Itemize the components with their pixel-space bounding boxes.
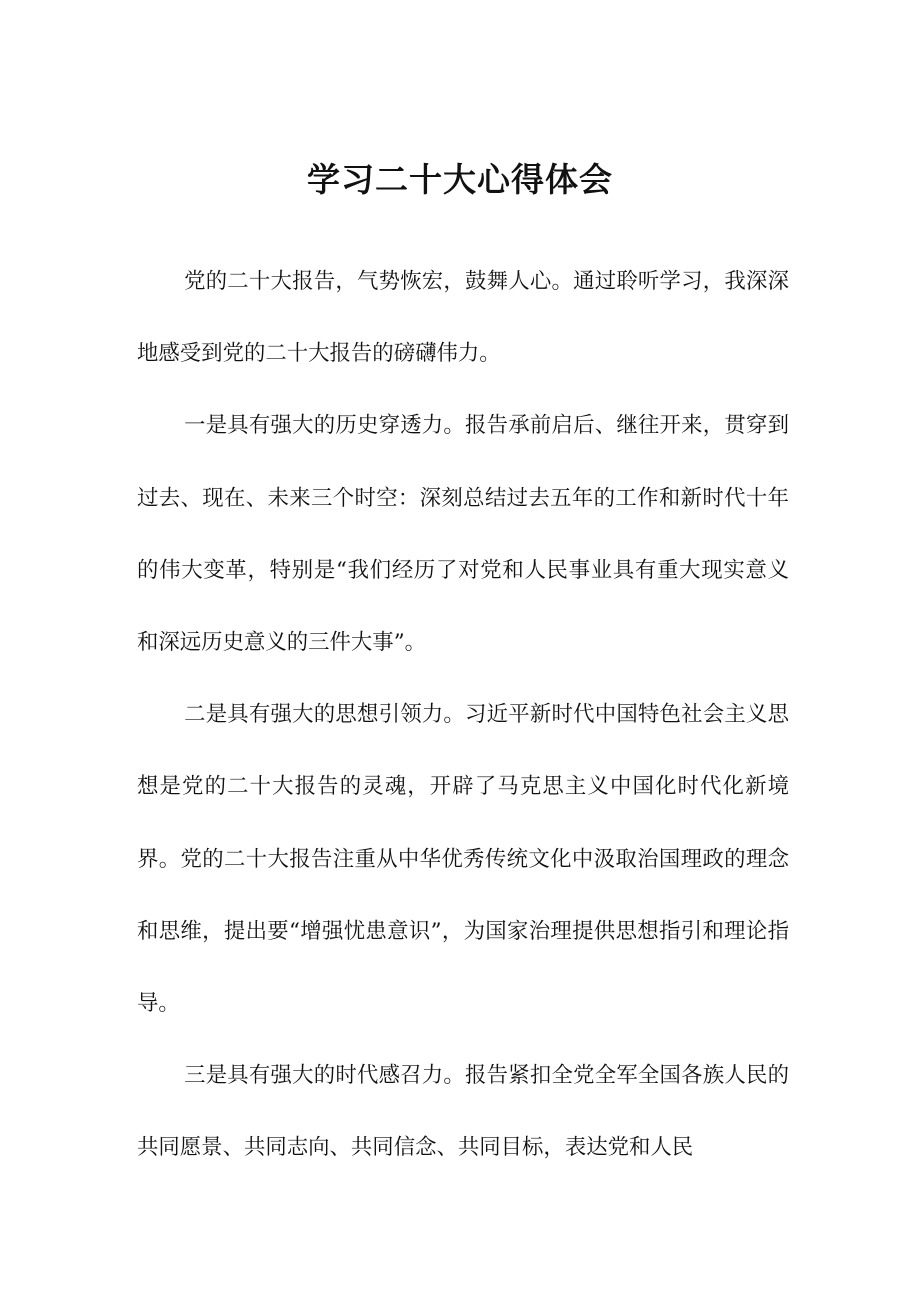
- document-body: [137, 246, 789, 1185]
- paragraph-era: 三是具有强大的时代感召力。报告紧扣全党全军全国各族人民的共同愿景、共同志向、共同信念、共同目标，表达党和人民: [137, 1063, 789, 1161]
- paragraph-history: 一是具有强大的历史穿透力。报告承前启后、继往开来，贯穿到过去、现在、未来三个时空：深刻总结过去五年的工作和新时代十年的伟大变革，特别是“我们经历了对党和人民事业具有重大现实意义和深远历史意义的三件大事”。: [137, 413, 789, 656]
- paragraph-intro: 党的二十大报告，气势恢宏，鼓舞人心。通过聆听学习，我深深地感受到党的二十大报告的磅礴伟力。: [137, 269, 789, 367]
- document-title: 学习二十大心得体会: [307, 160, 613, 199]
- paragraph-thought: 二是具有强大的思想引领力。习近平新时代中国特色社会主义思想是党的二十大报告的灵魂，开辟了马克思主义中国化时代化新境界。党的二十大报告注重从中华优秀传统文化中汲取治国理政的理念和思维，提出要“增强忧患意识”，为国家治理提供思想指引和理论指导。: [137, 702, 789, 1017]
